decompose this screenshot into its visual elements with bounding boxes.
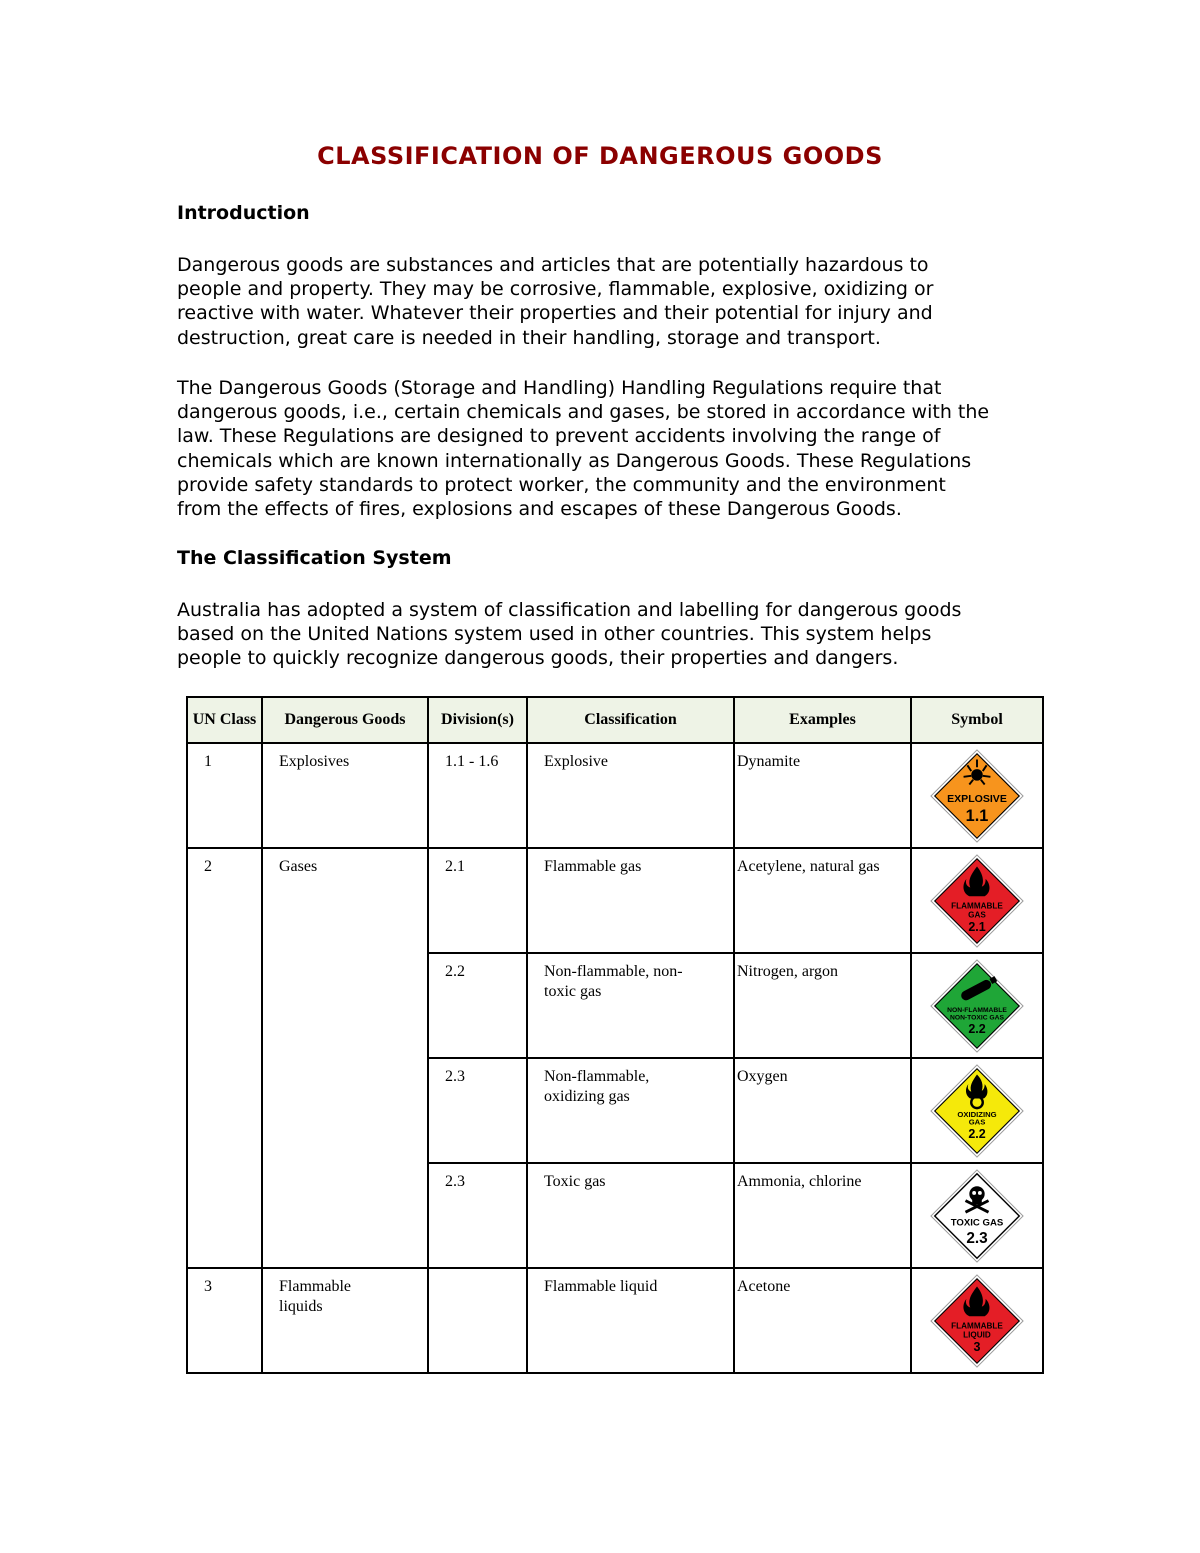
classification-system-heading: The Classification System — [177, 547, 452, 569]
cell-division — [428, 848, 527, 953]
dangerous-goods-table — [186, 696, 1044, 1374]
division-value: 2.3 — [445, 1173, 465, 1190]
cell-division — [428, 1268, 527, 1373]
cell-division — [428, 1163, 527, 1268]
header-symbol: Symbol — [911, 697, 1043, 743]
text-line: destruction, great care is needed in their handling, storage and transport. — [177, 326, 881, 349]
document-title: CLASSIFICATION OF DANGEROUS GOODS — [317, 142, 883, 170]
examples-value: Acetone — [737, 1278, 791, 1295]
cell-classification — [527, 1058, 734, 1163]
cell-symbol — [911, 848, 1043, 953]
goods-value: Explosives — [279, 753, 350, 770]
division-value: 2.3 — [445, 1068, 465, 1085]
classification-value: Flammable gas — [544, 858, 642, 875]
header-un-class: UN Class — [187, 697, 262, 743]
oxidizing-label-text: OXIDIZING — [957, 1109, 997, 1119]
text-line: from the effects of fires, explosions and escapes of these Dangerous Goods. — [177, 498, 902, 521]
cell-examples — [734, 1163, 911, 1268]
classification-value: Flammable liquid — [544, 1278, 658, 1295]
examples-value: Ammonia, chlorine — [737, 1173, 862, 1190]
examples-value: Acetylene, natural gas — [737, 858, 880, 875]
cell-classification — [527, 1163, 734, 1268]
cell-un-class — [187, 848, 262, 1268]
examples-value: Dynamite — [737, 753, 801, 770]
cell-symbol — [911, 1268, 1043, 1373]
cell-un-class — [187, 743, 262, 848]
text-line: people and property. They may be corrosive, flammable, explosive, oxidizing or — [177, 278, 934, 301]
table-row — [187, 848, 1043, 953]
cell-goods — [262, 1268, 428, 1373]
division-value: 1.1 - 1.6 — [445, 753, 499, 770]
cell-examples — [734, 848, 911, 953]
cell-examples — [734, 953, 911, 1058]
division-value — [429, 1269, 526, 1277]
system-paragraph — [177, 598, 1037, 671]
introduction-heading: Introduction — [177, 202, 310, 224]
text-line: chemicals which are known internationally as Dangerous Goods. These Regulations — [177, 449, 972, 472]
non-flammable-gas-label-icon — [929, 958, 1025, 1054]
text-line: Dangerous goods are substances and articles that are potentially hazardous to — [177, 254, 929, 276]
cell-classification — [527, 848, 734, 953]
cell-symbol — [911, 953, 1043, 1058]
toxic-gas-label-text: TOXIC GAS — [950, 1217, 1004, 1229]
un-class-value: 2 — [204, 858, 212, 875]
flammable-gas-label-text2: GAS — [968, 909, 986, 919]
cell-goods — [262, 743, 428, 848]
flammable-gas-label-number: 2.1 — [968, 919, 986, 934]
header-examples: Examples — [734, 697, 911, 743]
text-line: law. These Regulations are designed to prevent accidents involving the range of — [177, 425, 941, 448]
cell-classification — [527, 1268, 734, 1373]
toxic-gas-label-icon — [929, 1168, 1025, 1264]
cell-examples — [734, 1268, 911, 1373]
cell-division — [428, 953, 527, 1058]
cell-symbol — [911, 1163, 1043, 1268]
text-line: reactive with water. Whatever their properties and their potential for injury and — [177, 302, 933, 325]
oxidizing-label-number: 2.2 — [968, 1126, 986, 1141]
toxic-gas-label-number: 2.3 — [966, 1229, 988, 1247]
classification-value: Non-flammable, non-toxic gas — [544, 963, 683, 1000]
goods-value: Flammable liquids — [279, 1278, 351, 1315]
un-class-value: 1 — [204, 753, 212, 770]
non-flammable-label-text: NON-FLAMMABLE — [947, 1006, 1007, 1014]
cell-classification — [527, 743, 734, 848]
cell-un-class — [187, 1268, 262, 1373]
examples-value: Nitrogen, argon — [737, 963, 839, 980]
text-line: Australia has adopted a system of classification and labelling for dangerous goods — [177, 599, 962, 621]
flammable-liquid-label-text2: LIQUID — [963, 1329, 991, 1339]
division-value: 2.1 — [445, 858, 465, 875]
oxidizing-label-text2: GAS — [968, 1116, 986, 1126]
intro-paragraph-1 — [177, 253, 1037, 350]
text-line: provide safety standards to protect worker, the community and the environment — [177, 473, 946, 496]
non-flammable-label-text2: NON-TOXIC GAS — [949, 1013, 1005, 1021]
cell-classification — [527, 953, 734, 1058]
text-line: based on the United Nations system used in other countries. This system helps — [177, 623, 932, 646]
text-line: The Dangerous Goods (Storage and Handling) Handling Regulations require that — [177, 377, 942, 399]
goods-value: Gases — [279, 858, 318, 875]
header-dangerous-goods: Dangerous Goods — [262, 697, 428, 743]
explosive-label-number: 1.1 — [965, 806, 989, 825]
classification-value: Toxic gas — [544, 1173, 606, 1190]
flammable-liquid-label-number: 3 — [973, 1339, 981, 1354]
table-row — [187, 1268, 1043, 1373]
flammable-gas-label-icon — [929, 853, 1025, 949]
cell-division — [428, 743, 527, 848]
text-line: dangerous goods, i.e., certain chemicals and gases, be stored in accordance with the — [177, 401, 990, 424]
non-flammable-label-number: 2.2 — [968, 1021, 986, 1036]
explosive-label-text: EXPLOSIVE — [947, 792, 1007, 805]
flammable-gas-label-text: FLAMMABLE — [951, 901, 1003, 911]
cell-division — [428, 1058, 527, 1163]
cell-examples — [734, 1058, 911, 1163]
text-line: people to quickly recognize dangerous goods, their properties and dangers. — [177, 647, 899, 670]
flammable-liquid-label-icon — [929, 1273, 1025, 1369]
cell-symbol — [911, 1058, 1043, 1163]
table-header-row — [187, 697, 1043, 743]
header-divisions: Division(s) — [428, 697, 527, 743]
explosive-label-icon — [929, 748, 1025, 844]
examples-value: Oxygen — [737, 1068, 788, 1085]
oxidizing-gas-label-icon — [929, 1063, 1025, 1159]
division-value: 2.2 — [445, 963, 465, 980]
cell-symbol — [911, 743, 1043, 848]
un-class-value: 3 — [204, 1278, 212, 1295]
cell-examples — [734, 743, 911, 848]
flammable-liquid-label-text: FLAMMABLE — [951, 1321, 1003, 1331]
table-row — [187, 743, 1043, 848]
intro-paragraph-2 — [177, 376, 1037, 521]
header-classification: Classification — [527, 697, 734, 743]
classification-value: Explosive — [544, 753, 608, 770]
cell-goods — [262, 848, 428, 1268]
classification-value: Non-flammable, oxidizing gas — [544, 1068, 650, 1105]
